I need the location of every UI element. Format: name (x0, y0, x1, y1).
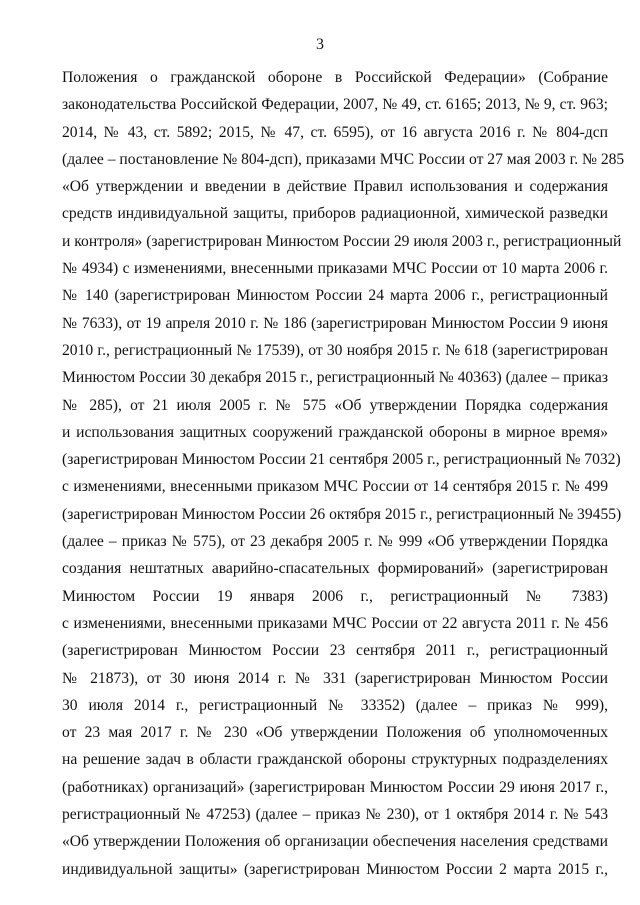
text-line: № 4934) с изменениями, внесенными приказами МЧС России от 10 марта 2006 г. (62, 260, 608, 278)
text-line: Минюстом России 30 декабря 2015 г., регистрационный № 40363) (далее – приказ (62, 369, 608, 387)
text-line: «Об утверждении Положения об организации обеспечения населения средствами (62, 833, 608, 851)
text-line: и использования защитных сооружений гражданской обороны в мирное время» (62, 423, 608, 441)
text-line: и контроля» (зарегистрирован Минюстом России 29 июля 2003 г., регистрационный (62, 232, 622, 250)
text-line: 2014, № 43, ст. 5892; 2015, № 47, ст. 6595), от 16 августа 2016 г. № 804-дсп (62, 123, 608, 141)
text-line: (работниках) организаций» (зарегистрирован Минюстом России 29 июня 2017 г., (62, 778, 608, 796)
text-line: с изменениями, внесенными приказом МЧС России от 14 сентября 2015 г. № 499 (62, 478, 608, 496)
text-line: (далее – постановление № 804-дсп), приказами МЧС России от 27 мая 2003 г. № 285 (62, 150, 625, 168)
text-line: индивидуальной защиты» (зарегистрирован Минюстом России 2 марта 2015 г., (62, 860, 608, 878)
text-line: (зарегистрирован Минюстом России 21 сентября 2005 г., регистрационный № 7032) (62, 451, 621, 469)
body-text (62, 64, 625, 883)
text-line: (зарегистрирован Минюстом России 26 октября 2015 г., регистрационный № 39455) (62, 505, 622, 523)
text-line: № 140 (зарегистрирован Минюстом России 24 марта 2006 г., регистрационный (62, 287, 608, 305)
text-line: «Об утверждении и введении в действие Правил использования и содержания (62, 178, 608, 196)
text-line: на решение задач в области гражданской обороны структурных подразделениях (62, 751, 608, 769)
text-line: № 7633), от 19 апреля 2010 г. № 186 (зарегистрирован Минюстом России 9 июня (62, 314, 608, 332)
text-line: 30 июля 2014 г., регистрационный № 33352) (далее – приказ № 999), (62, 696, 608, 714)
text-line: средств индивидуальной защиты, приборов радиационной, химической разведки (62, 205, 608, 223)
page-number: 3 (316, 36, 324, 53)
text-line: № 285), от 21 июля 2005 г. № 575 «Об утверждении Порядка содержания (62, 396, 608, 414)
text-line: от 23 мая 2017 г. № 230 «Об утверждении Положения об уполномоченных (62, 724, 608, 742)
text-line: создания нештатных аварийно-спасательных формирований» (зарегистрирован (62, 560, 608, 578)
text-line: (далее – приказ № 575), от 23 декабря 2005 г. № 999 «Об утверждении Порядка (62, 533, 608, 551)
text-line: № 21873), от 30 июня 2014 г. № 331 (зарегистрирован Минюстом России (62, 669, 608, 687)
text-line: Минюстом России 19 января 2006 г., регистрационный № 7383) (62, 587, 608, 605)
text-line: Положения о гражданской обороне в Российской Федерации» (Собрание (62, 69, 608, 86)
text-line: (зарегистрирован Минюстом России 23 сентября 2011 г., регистрационный (62, 642, 608, 660)
text-line: законодательства Российской Федерации, 2007, № 49, ст. 6165; 2013, № 9, ст. 963; (62, 96, 608, 114)
text-line: с изменениями, внесенными приказами МЧС России от 22 августа 2011 г. № 456 (62, 614, 608, 632)
text-line: регистрационный № 47253) (далее – приказ № 230), от 1 октября 2014 г. № 543 (62, 806, 608, 824)
text-line: 2010 г., регистрационный № 17539), от 30 ноября 2015 г. № 618 (зарегистрирован (62, 341, 608, 359)
